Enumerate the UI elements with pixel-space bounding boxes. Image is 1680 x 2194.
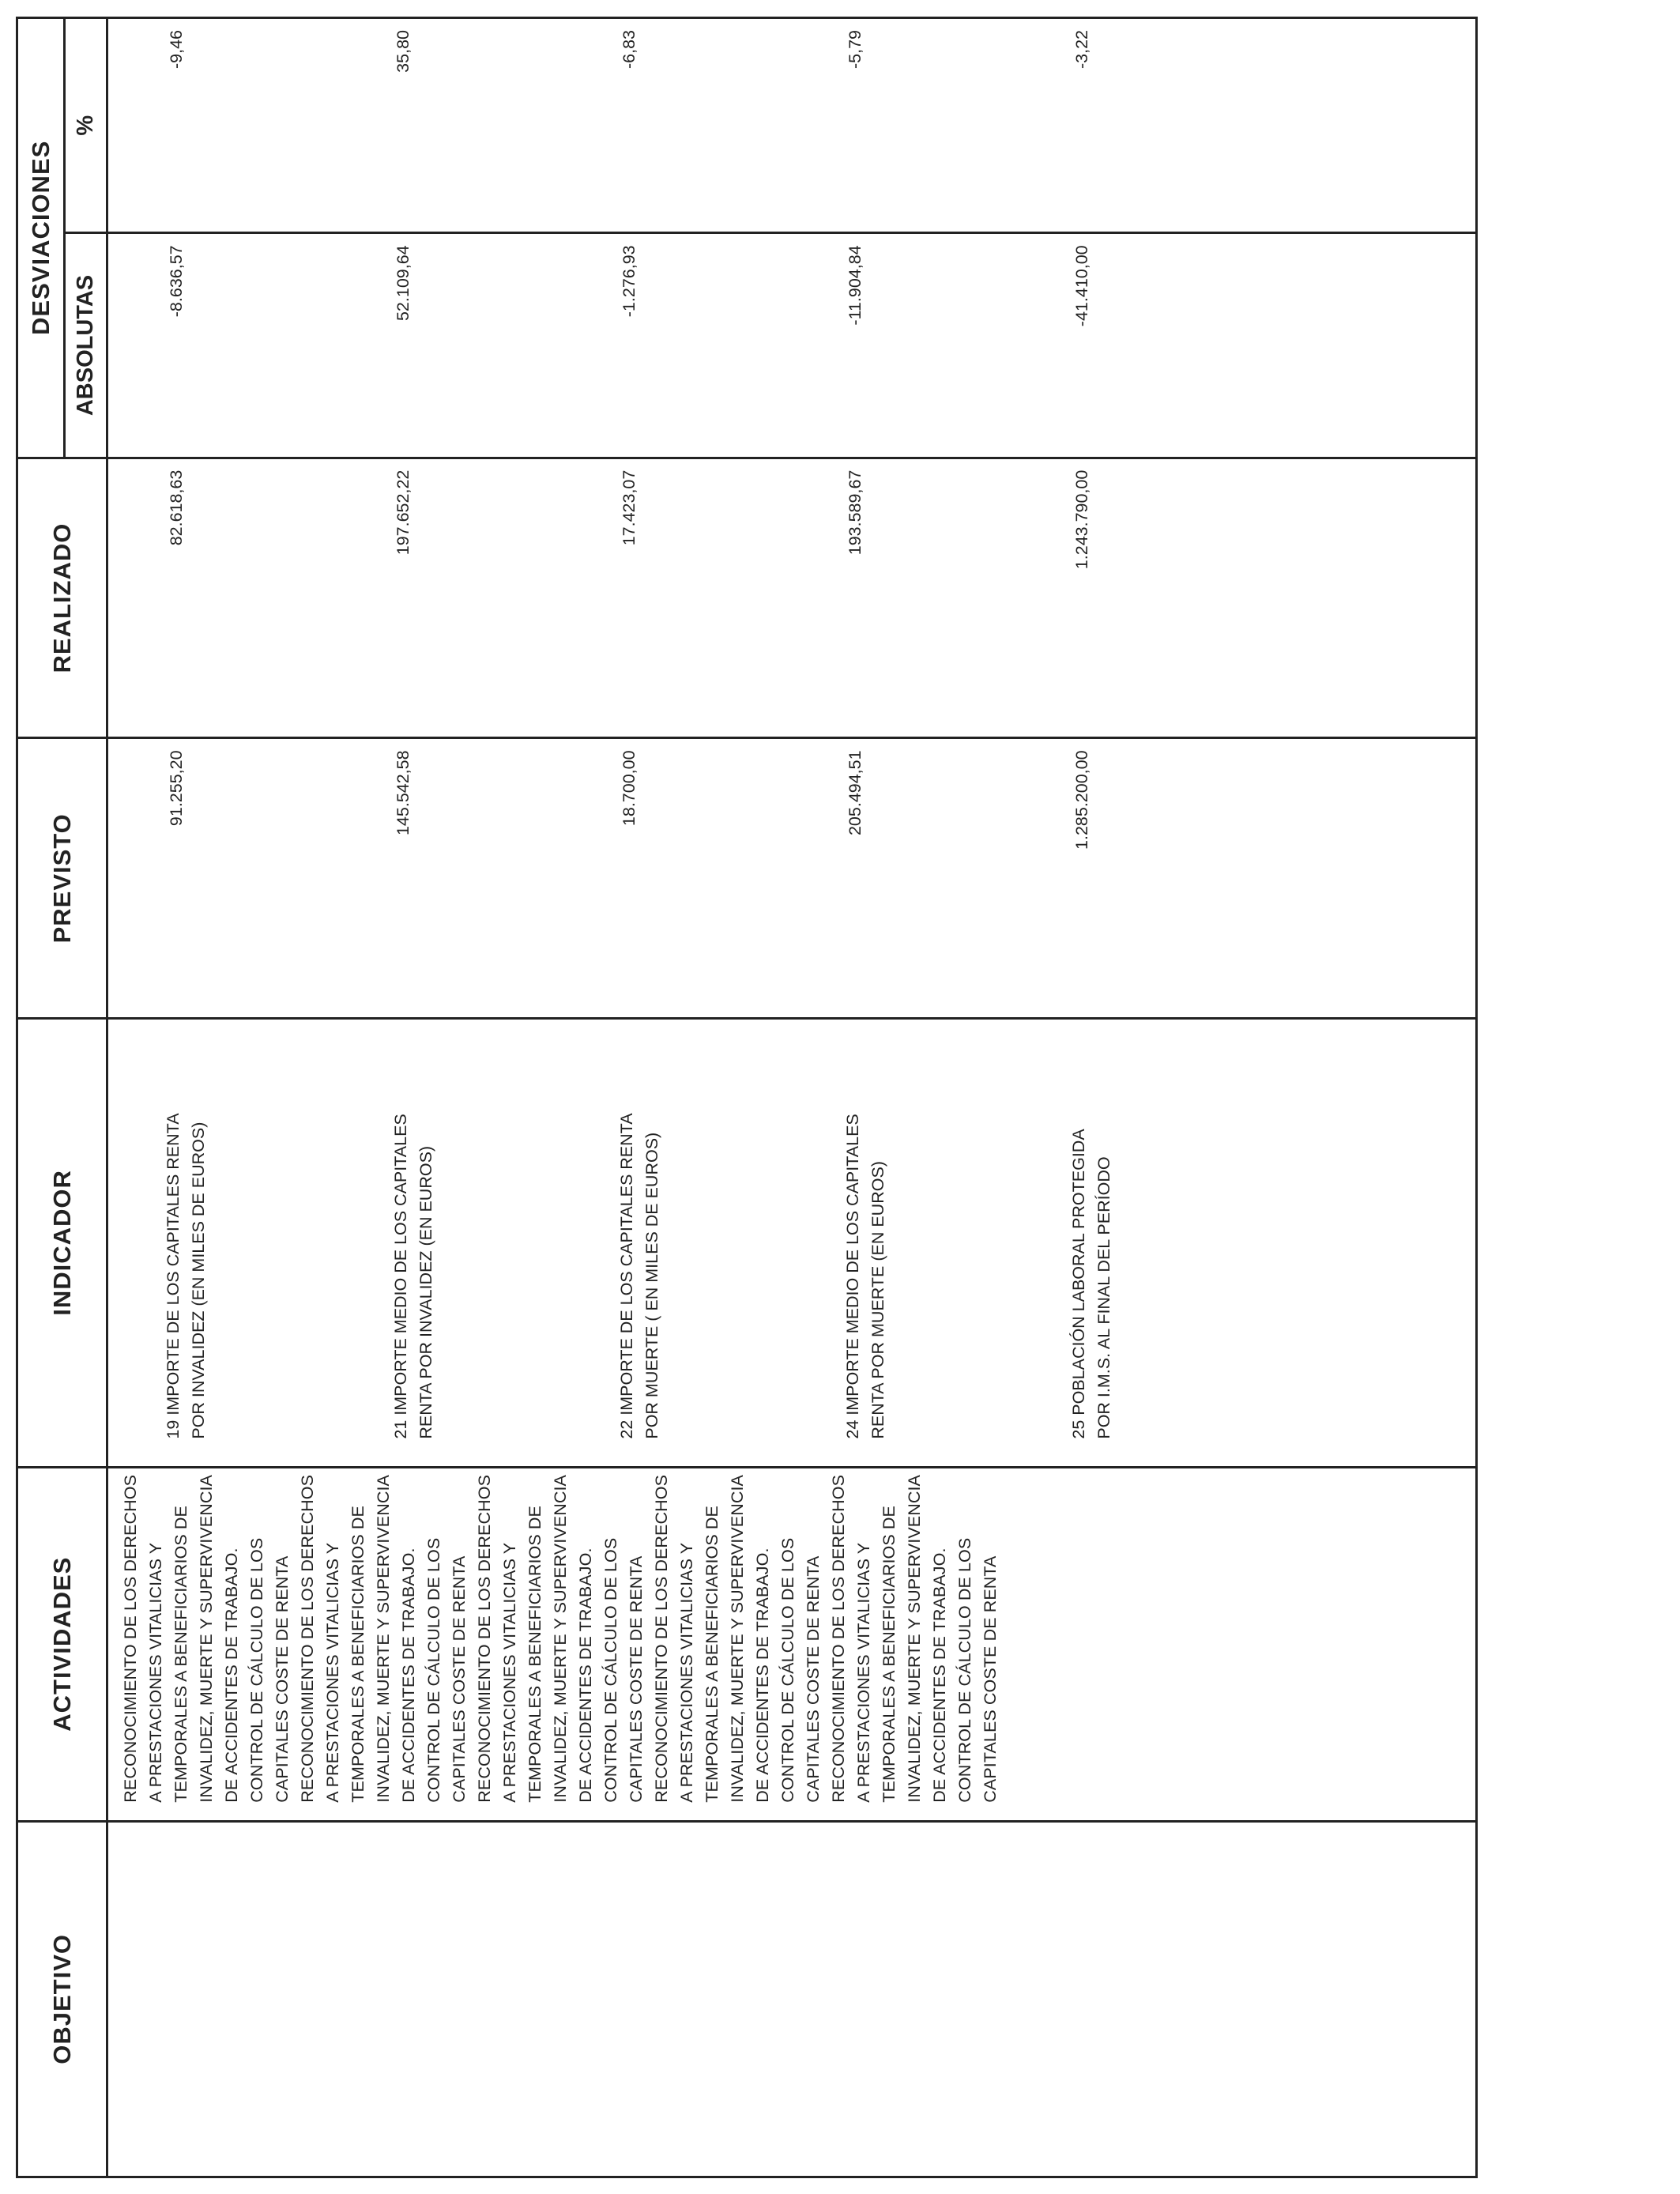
header-absolutas: ABSOLUTAS: [65, 233, 107, 458]
actividad-line: CAPITALES COSTE DE RENTA: [981, 1555, 1000, 1803]
indicador-line: 24 IMPORTE MEDIO DE LOS CAPITALES: [843, 1114, 862, 1439]
header-objetivo: OBJETIVO: [17, 1821, 107, 2177]
actividad-line: TEMPORALES A BENEFICIARIOS DE: [348, 1506, 367, 1803]
actividad-line: RECONOCIMIENTO DE LOS DERECHOS: [652, 1474, 671, 1803]
indicador-text: [840, 1020, 891, 1465]
actividad-line: INVALIDEZ, MUERTE Y SUPERVIVENCIA: [374, 1475, 393, 1803]
actividad-line: DE ACCIDENTES DE TRABAJO.: [576, 1547, 595, 1803]
realizado-cell: [107, 458, 1477, 738]
indicador-line: 19 IMPORTE DE LOS CAPITALES RENTA: [164, 1113, 183, 1439]
porcentaje-value: 35,80: [394, 30, 412, 73]
absolutas-value: -41.410,00: [1072, 245, 1091, 327]
actividad-line: TEMPORALES A BENEFICIARIOS DE: [703, 1506, 721, 1803]
previsto-value: 205.494,51: [846, 750, 864, 836]
header-realizado: REALIZADO: [17, 458, 107, 738]
header-row: [17, 18, 65, 2177]
indicador-line: POR I.M.S. AL FINAL DEL PERÍODO: [1094, 1156, 1113, 1439]
actividad-line: CAPITALES COSTE DE RENTA: [273, 1555, 292, 1803]
indicador-line: POR MUERTE ( EN MILES DE EUROS): [642, 1132, 661, 1439]
absolutas-value: -11.904,84: [846, 245, 864, 326]
indicador-cell: [107, 1019, 1477, 1467]
realizado-value: 17.423,07: [620, 469, 638, 546]
actividad-line: CAPITALES COSTE DE RENTA: [627, 1555, 646, 1803]
actividad-line: A PRESTACIONES VITALICIAS Y: [677, 1542, 696, 1803]
previsto-value: 18.700,00: [620, 750, 638, 827]
porcentaje-value: -3,22: [1072, 30, 1091, 70]
previsto-value: 145.542,58: [394, 750, 412, 836]
actividad-line: A PRESTACIONES VITALICIAS Y: [146, 1542, 165, 1803]
actividad-line: CAPITALES COSTE DE RENTA: [450, 1555, 469, 1803]
indicador-line: 22 IMPORTE DE LOS CAPITALES RENTA: [617, 1113, 636, 1439]
actividad-line: INVALIDEZ, MUERTE Y SUPERVIVENCIA: [905, 1475, 924, 1803]
actividad-line: INVALIDEZ, MUERTE Y SUPERVIVENCIA: [197, 1475, 216, 1803]
actividad-line: TEMPORALES A BENEFICIARIOS DE: [525, 1506, 544, 1803]
header-indicador: INDICADOR: [17, 1019, 107, 1467]
absolutas-value: -1.276,93: [620, 245, 638, 318]
indicators-table: [16, 17, 1478, 2178]
actividad-line: DE ACCIDENTES DE TRABAJO.: [399, 1547, 418, 1803]
actividad-line: INVALIDEZ, MUERTE Y SUPERVIVENCIA: [728, 1475, 747, 1803]
actividades-cell: [107, 1467, 1477, 1821]
actividad-line: CAPITALES COSTE DE RENTA: [804, 1555, 823, 1803]
actividad-line: TEMPORALES A BENEFICIARIOS DE: [880, 1506, 898, 1803]
actividad-line: RECONOCIMIENTO DE LOS DERECHOS: [475, 1474, 494, 1803]
previsto-value: 91.255,20: [167, 750, 186, 827]
actividad-line: CONTROL DE CÁLCULO DE LOS: [424, 1537, 443, 1803]
indicador-line: 25 POBLACIÓN LABORAL PROTEGIDA: [1069, 1129, 1088, 1439]
porcentaje-cell: [107, 18, 1477, 233]
actividad-line: DE ACCIDENTES DE TRABAJO.: [753, 1547, 772, 1803]
indicador-line: 21 IMPORTE MEDIO DE LOS CAPITALES: [391, 1114, 410, 1439]
header-actividades: ACTIVIDADES: [17, 1467, 107, 1821]
actividad-line: CONTROL DE CÁLCULO DE LOS: [778, 1537, 797, 1803]
porcentaje-value: -6,83: [620, 30, 638, 70]
indicador-line: RENTA POR MUERTE (EN EUROS): [868, 1161, 887, 1439]
indicador-text: [160, 1020, 211, 1465]
actividad-line: RECONOCIMIENTO DE LOS DERECHOS: [829, 1474, 848, 1803]
header-porcentaje: %: [65, 18, 107, 233]
actividad-line: RECONOCIMIENTO DE LOS DERECHOS: [298, 1474, 317, 1803]
indicador-text: [614, 1020, 665, 1465]
absolutas-cell: [107, 233, 1477, 458]
actividad-line: TEMPORALES A BENEFICIARIOS DE: [171, 1506, 190, 1803]
actividad-line: A PRESTACIONES VITALICIAS Y: [500, 1542, 519, 1803]
indicador-text: [1066, 1020, 1117, 1465]
actividad-line: CONTROL DE CÁLCULO DE LOS: [955, 1537, 974, 1803]
actividad-line: CONTROL DE CÁLCULO DE LOS: [247, 1537, 266, 1803]
previsto-cell: [107, 738, 1477, 1019]
objetivo-cell: [107, 1821, 1477, 2177]
absolutas-value: 52.109,64: [394, 245, 412, 322]
actividades-list: [108, 1468, 1003, 1820]
indicador-line: POR INVALIDEZ (EN MILES DE EUROS): [189, 1122, 208, 1439]
header-desviaciones: DESVIACIONES: [17, 18, 65, 458]
actividad-line: DE ACCIDENTES DE TRABAJO.: [222, 1547, 241, 1803]
absolutas-value: -8.636,57: [167, 245, 186, 318]
realizado-value: 193.589,67: [846, 469, 864, 556]
previsto-value: 1.285.200,00: [1072, 750, 1091, 850]
realizado-value: 1.243.790,00: [1072, 469, 1091, 570]
indicador-text: [388, 1020, 439, 1465]
porcentaje-value: -9,46: [167, 30, 186, 70]
actividad-line: INVALIDEZ, MUERTE Y SUPERVIVENCIA: [551, 1475, 570, 1803]
indicador-line: RENTA POR INVALIDEZ (EN EUROS): [416, 1145, 435, 1439]
actividad-line: A PRESTACIONES VITALICIAS Y: [854, 1542, 873, 1803]
actividad-line: RECONOCIMIENTO DE LOS DERECHOS: [121, 1474, 140, 1803]
actividad-line: CONTROL DE CÁLCULO DE LOS: [601, 1537, 620, 1803]
actividad-line: A PRESTACIONES VITALICIAS Y: [323, 1542, 342, 1803]
porcentaje-value: -5,79: [846, 30, 864, 70]
body-row: [107, 18, 1477, 2177]
realizado-value: 197.652,22: [394, 469, 412, 556]
realizado-value: 82.618,63: [167, 469, 186, 546]
actividad-line: DE ACCIDENTES DE TRABAJO.: [930, 1547, 949, 1803]
header-previsto: PREVISTO: [17, 738, 107, 1019]
